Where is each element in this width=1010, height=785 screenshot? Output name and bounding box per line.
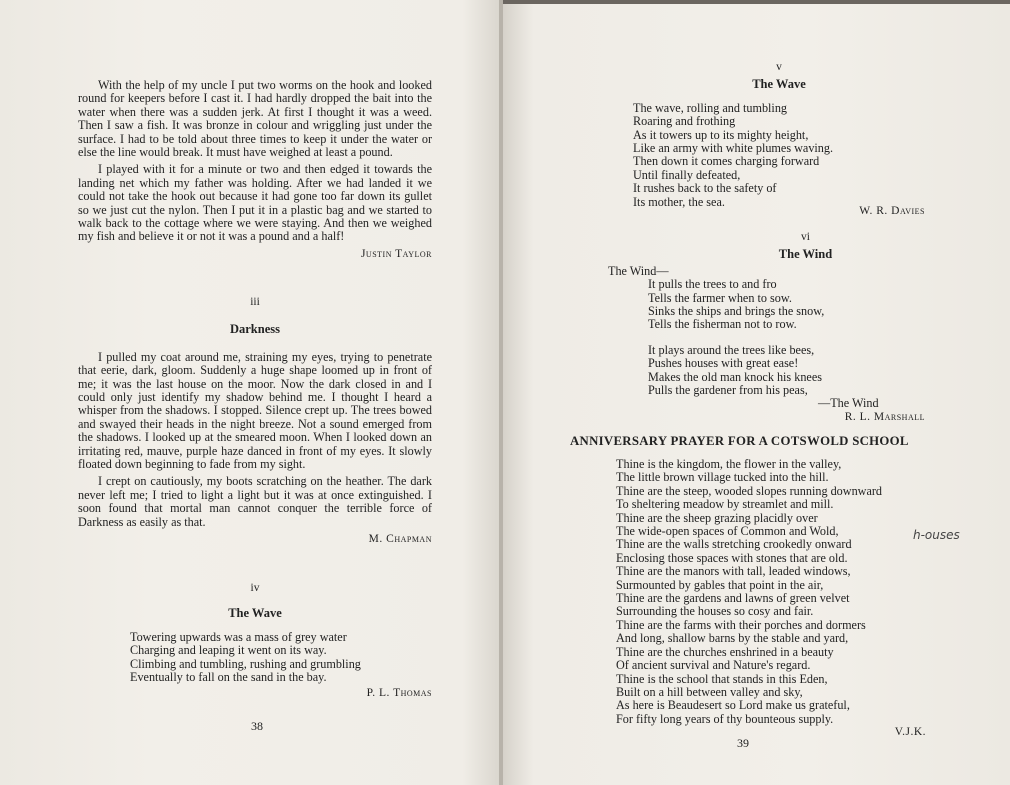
page-top-edge [503, 0, 1010, 4]
poem-line: Until finally defeated, [633, 167, 741, 182]
story-paragraph: I pulled my coat around me, straining my eyes, trying to penetrate that eerie, dark, gloom. Suddenly a huge shape loomed up in front of me; it was the last house on the moor. Now the dark closed in and I could only just identify my shadow behind me. I thought I heard a whisper from the shadows. I stopped. Silence crept up. The trees bowed and swayed their heads in the night breeze. Not a sound emerged from the shadows. I looked up at the smeared moon. When I looked down an irritating red, mauve, purple haze danced in front of my eyes. It slowly floated down beginning to fade from my sight. [78, 349, 432, 472]
poem-line: Its mother, the sea. [633, 194, 725, 209]
poem-line: Thine is the school that stands in this Eden, [616, 671, 828, 686]
poem-line: The wide-open spaces of Common and Wold, [616, 524, 839, 539]
section-numeral: v [776, 61, 782, 73]
poem-line: Thine are the sheep grazing placidly over [616, 510, 818, 525]
poem-line: The wave, rolling and tumbling [633, 100, 788, 115]
poem-line: Built on a hill between valley and sky, [616, 684, 803, 699]
handwritten-margin-note: h-ouses [913, 528, 960, 542]
poem-line: Thine are the manors with tall, leaded windows, [616, 564, 851, 579]
poem-wave-iv [78, 582, 432, 701]
poem-line: Pulls the gardener from his peas, [648, 383, 808, 398]
poem-lines [78, 631, 432, 685]
poem-line: Of ancient survival and Nature's regard. [616, 658, 811, 673]
poem-line: Thine are the walls stretching crookedly onward [616, 537, 852, 552]
poem-line: Makes the old man knock his knees [648, 369, 822, 384]
poem-line: Then down it comes charging forward [633, 154, 820, 169]
story-paragraph: With the help of my uncle I put two worms on the hook and looked round for keepers before I cast it. I had hardly dropped the bait into the water when there was a sudden jerk. At first I thought it was a weed. Then I saw a fish. It was bronze in colour and wriggling just under the surface. I had to be told about three times to keep it under the water or else the line would break. It must have weighed at least a pound. [78, 78, 432, 160]
section-title: The Wind [778, 247, 833, 262]
section-numeral: iii [250, 296, 260, 308]
poem-line: It rushes back to the safety of [633, 181, 777, 196]
poem-line: Enclosing those spaces with stones that are old. [616, 550, 848, 565]
author-signature: V.J.K. [894, 726, 926, 739]
poem-line: Like an army with white plumes waving. [633, 141, 834, 156]
poem-line: And long, shallow barns by the stable and yard, [616, 631, 849, 646]
story-fishing [78, 79, 432, 261]
poem-line: Thine is the kingdom, the flower in the valley, [616, 457, 842, 471]
author-signature: R. L. Marshall [844, 410, 925, 423]
author-signature: W. R. Davies [859, 205, 925, 218]
author-signature: P. L. Thomas [366, 687, 432, 700]
page-number: 39 [737, 736, 749, 750]
poem-line: Eventually to fall on the sand in the bay. [130, 670, 327, 685]
section-title: Darkness [229, 322, 280, 337]
poem-line: Surrounding the houses so cosy and fair. [616, 604, 814, 619]
section-numeral: vi [801, 231, 810, 243]
poem-line: For fifty long years of thy bounteous supply. [616, 711, 834, 726]
poem-line: Surmounted by gables that point in the air, [616, 577, 824, 592]
poem-line: Thine are the gardens and lawns of green velvet [616, 591, 850, 606]
poem-stanza [608, 344, 925, 398]
poem-line: To sheltering meadow by streamlet and mill. [616, 497, 834, 512]
poem-line: Thine are the farms with their porches and dormers [616, 617, 866, 632]
section-title: The Wave [228, 606, 282, 621]
left-page [0, 0, 503, 785]
story-darkness [78, 296, 432, 547]
poem-stanza [608, 278, 925, 332]
poem-line: As here is Beaudesert so Lord make us grateful, [616, 698, 850, 713]
poem-line: Roaring and frothing [633, 114, 736, 129]
section-title: The Wave [752, 77, 806, 92]
section-numeral: iv [250, 582, 260, 594]
poem-line: Pushes houses with great ease! [648, 356, 799, 371]
page-number: 38 [251, 719, 263, 733]
poem-line: The little brown village tucked into the hill. [616, 470, 829, 485]
story-paragraph: I crept on cautiously, my boots scratching on the heather. The dark never left me; I tried to light a light but it was at once extinguished. I soon found that mortal man cannot conquer the terrible force of Darkness as easily as that. [78, 474, 432, 529]
author-signature: M. Chapman [368, 533, 432, 546]
poem-line: As it towers up to its mighty height, [633, 127, 809, 142]
poem-line: Tells the farmer when to sow. [648, 290, 792, 305]
poem-closing: —The Wind [818, 396, 879, 411]
poem-line: Thine are the steep, wooded slopes running downward [616, 483, 883, 498]
poem-line: Thine are the churches enshrined in a beauty [616, 644, 834, 659]
poem-lines [633, 102, 925, 209]
poem-line: Climbing and tumbling, rushing and grumbling [130, 656, 361, 671]
poem-lines [616, 458, 926, 726]
poem-line: It plays around the trees like bees, [648, 342, 815, 357]
poem-line: Sinks the ships and brings the snow, [648, 304, 825, 319]
poem-line: Tells the fisherman not to row. [648, 317, 797, 332]
poem-line: It pulls the trees to and fro [648, 277, 777, 292]
poem-wave-v [633, 61, 925, 218]
author-signature: Justin Taylor [360, 247, 432, 260]
prayer-heading: ANNIVERSARY PRAYER FOR A COTSWOLD SCHOOL [570, 434, 909, 448]
right-page [503, 0, 1010, 785]
story-paragraph: I played with it for a minute or two and then edged it towards the landing net which my father was holding. After we had landed it we could not take the hook out because it had gone too far down its gullet so we just cut the nylon. Then I put it in a plastic bag and we started to walk back to the cottage where we were staying. And then we weighed my fish and believe it or not it was a pound and a half! [78, 162, 432, 244]
poem-line: Towering upwards was a mass of grey water [130, 629, 347, 644]
poem-line: Charging and leaping it went on its way. [130, 643, 327, 658]
poem-opening: The Wind— [608, 263, 669, 278]
poem-wind [608, 231, 925, 424]
prayer-poem [616, 458, 926, 740]
